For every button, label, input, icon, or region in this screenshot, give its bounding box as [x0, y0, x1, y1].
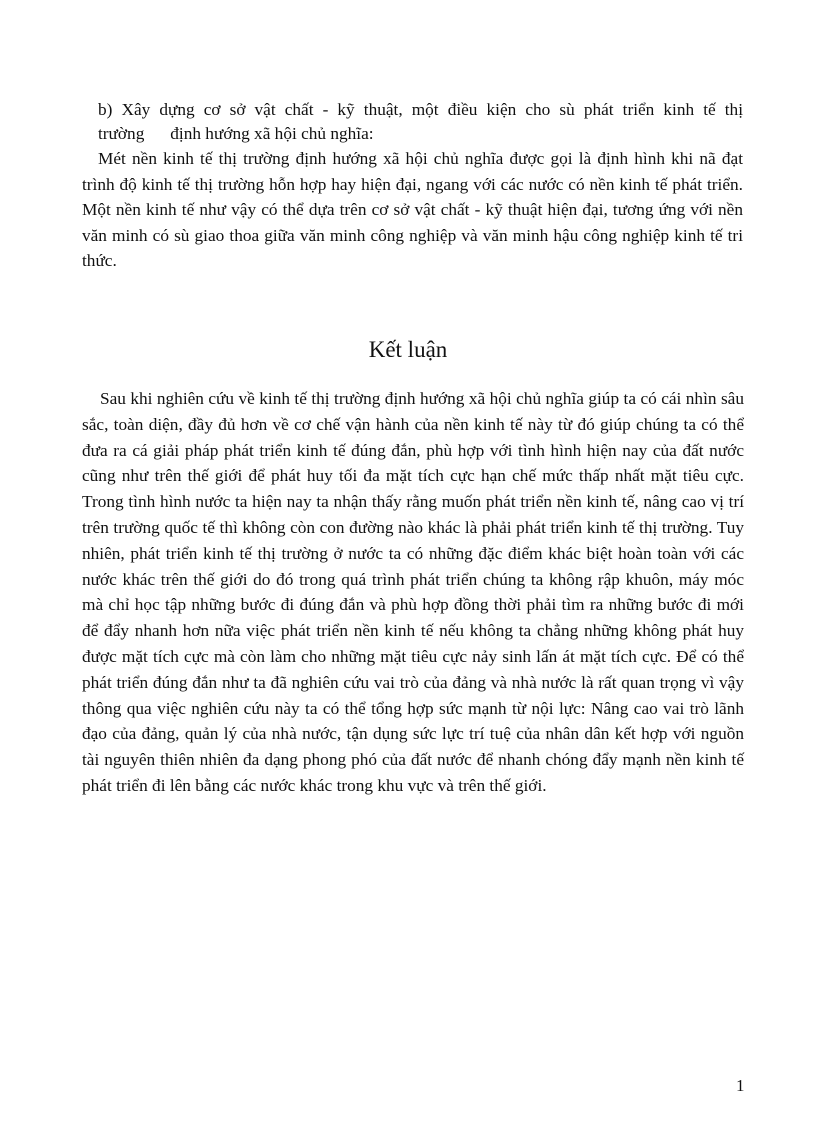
- section-heading-line1: b) Xây dựng cơ sở vật chất - kỹ thuật, một điều kiện cho sù phát triển kinh tế thị: [98, 100, 743, 119]
- section-heading-line2: trường định hướng xã hội chủ nghĩa:: [98, 124, 374, 143]
- conclusion-title: Kết luận: [368, 337, 448, 362]
- body-paragraph: Mét nền kinh tế thị trường định hướng xã hội chủ nghĩa được gọi là định hình khi nã đạt trình độ kinh tế thị trường hỗn hợp hay hiện đại, ngang với các nước có nền kinh tế phát triển. Một nền kinh tế như vậy có thể dựa trên cơ sở vật chất - kỹ thuật hiện đại, tương ứng với nền văn minh có sù giao thoa giữa văn minh công nghiệp và văn minh hậu công nghiệp kinh tế tri thức.: [82, 149, 743, 271]
- page-number: 1: [736, 1076, 745, 1095]
- conclusion-paragraph: Sau khi nghiên cứu về kinh tế thị trường định hướng xã hội chủ nghĩa giúp ta có cái nhìn sâu sắc, toàn diện, đầy đủ hơn về cơ chế vận hành của nền kinh tế này từ đó giúp chúng ta có thể đưa ra cá giải pháp phát triển kinh tế đúng đắn, phù hợp với tình hình hiện nay của đất nước cũng như trên thế giới để phát huy tối đa mặt tích cực hạn chế mức thấp nhất mặt tiêu cực. Trong tình hình nước ta hiện nay ta nhận thấy rằng muốn phát triển nền kinh tế, nâng cao vị trí trên trường quốc tế thì không còn con đường nào khác là phải phát triển kinh tế thị trường. Tuy nhiên, phát triển kinh tế thị trường ở nước ta có những đặc điểm khác biệt hoàn toàn với các nước khác trên thế giới do đó trong quá trình phát triển chúng ta không rập khuôn, máy móc mà chỉ học tập những bước đi đúng đắn và phù hợp đồng thời phải tìm ra những bước đi mới để đẩy nhanh hơn nữa việc phát triển nền kinh tế nếu không ta chẳng những không phát huy được mặt tích cực mà còn làm cho những mặt tiêu cực nảy sinh lấn át mặt tích cực. Để có thể phát triển đúng đắn như ta đã nghiên cứu vai trò của đảng và nhà nước là rất quan trọng vì vậy thông qua việc nghiên cứu này ta có thể tổng hợp sức mạnh từ nội lực: Nâng cao vai trò lãnh đạo của đảng, quản lý của nhà nước, tận dụng sức lực trí tuệ của nhân dân kết hợp với nguồn tài nguyên thiên nhiên đa dạng phong phó của đất nước để nhanh chóng đẩy mạnh nền kinh tế phát triển đi lên bằng các nước khác trong khu vực và trên thế giới.: [82, 389, 744, 795]
- section-heading: [98, 98, 743, 146]
